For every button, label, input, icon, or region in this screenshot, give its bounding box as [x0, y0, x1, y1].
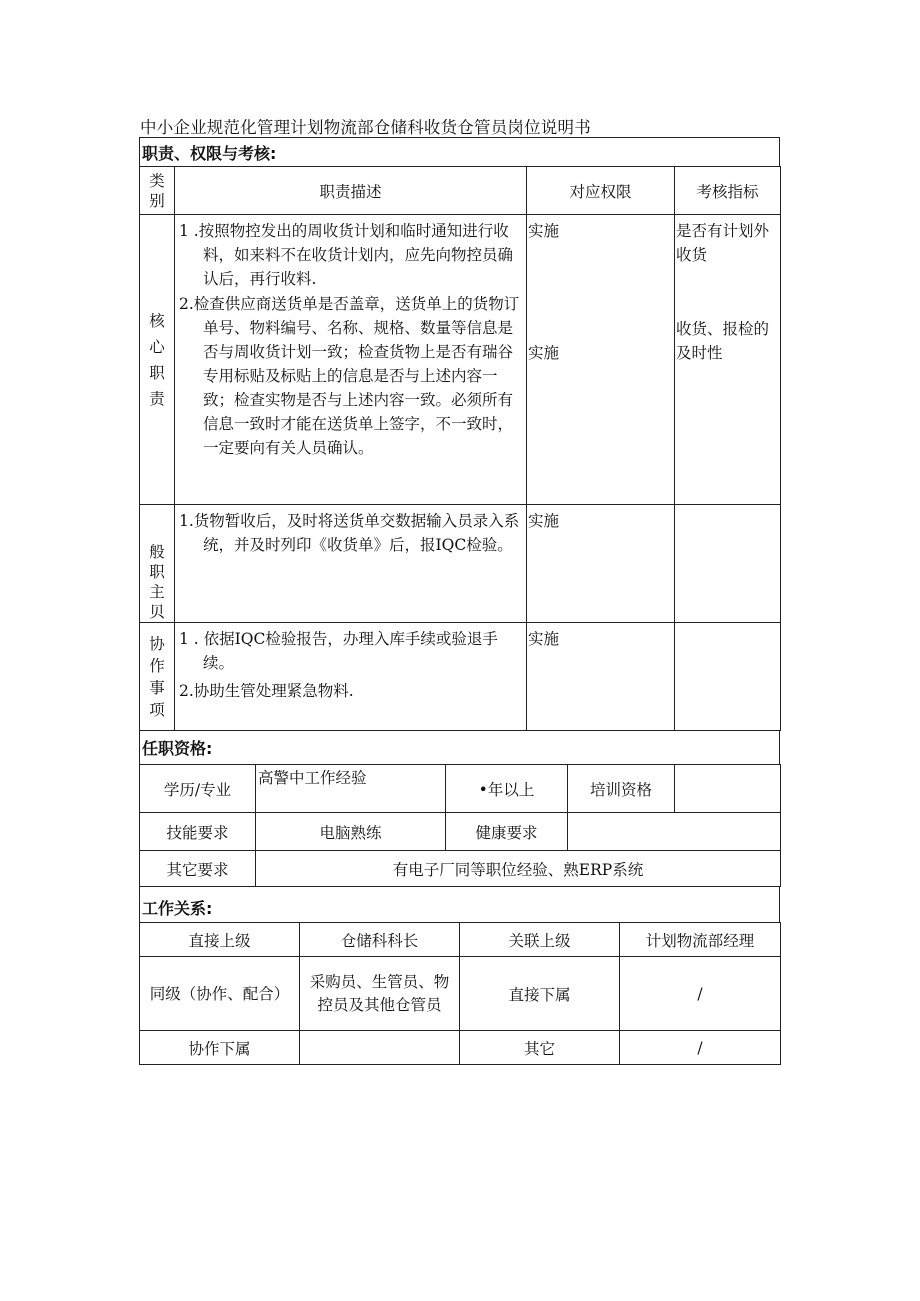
authority-value: 实施 [528, 344, 560, 362]
qualification-table [139, 764, 781, 887]
other-relation-value: / [620, 1031, 781, 1065]
duty-item: 2.检查供应商送货单是否盖章，送货单上的货物订单号、物料编号、名称、规格、数量等信息是否与周收货计划一致；检查货物上是否有瑞谷专用标贴及标贴上的信息是否与上述内容一致；检查实物是否与上述内容一致。必须所有信息一致时才能在送货单上签字，不一致时，一定要向有关人员确认。 [179, 295, 520, 457]
category-general-duties: 般职主贝 [140, 505, 175, 623]
related-superior-value: 计划物流部经理 [620, 923, 781, 957]
category-core-duties: 核心职责 [140, 215, 175, 505]
direct-subordinate-value: / [620, 957, 781, 1031]
skill-value: 电脑熟练 [256, 813, 446, 851]
related-superior-label: 关联上级 [460, 923, 620, 957]
training-label: 培训资格 [568, 765, 675, 813]
category-cooperation: 协作事项 [140, 623, 175, 731]
experience-value: •年以上 [446, 765, 568, 813]
kpi-value: 收货、报检的及时性 [676, 320, 770, 362]
peer-label: 同级（协作、配合） [140, 957, 300, 1031]
authority-value: 实施 [528, 630, 560, 648]
kpi-value: 是否有计划外收货 [676, 222, 770, 264]
education-label: 学历/专业 [140, 765, 256, 813]
direct-subordinate-label: 直接下属 [460, 957, 620, 1031]
core-duties-authority [527, 215, 675, 505]
other-label: 其它要求 [140, 851, 256, 887]
general-duties-authority [527, 505, 675, 623]
authority-value: 实施 [528, 512, 560, 530]
other-value: 有电子厂同等职位经验、熟ERP系统 [256, 851, 781, 887]
header-kpi: 考核指标 [675, 167, 781, 215]
duty-item: 1 .按照物控发出的周收货计划和临时通知进行收料，如来料不在收货计划内，应先向物控员确认后，再行收料. [179, 222, 514, 288]
qualification-heading-text: 任职资格: [142, 739, 213, 758]
relations-table [139, 922, 781, 1065]
relations-heading-text: 工作关系: [142, 899, 213, 918]
header-category: 类别 [140, 167, 175, 215]
education-value: 高警中工作经验 [256, 765, 446, 813]
authority-value: 实施 [528, 222, 560, 240]
duties-heading-text: 职责、权限与考核: [142, 144, 277, 163]
direct-superior-value: 仓储科科长 [300, 923, 460, 957]
cooperation-kpi [675, 623, 781, 731]
general-duties-kpi [675, 505, 781, 623]
cooperation-authority [527, 623, 675, 731]
duty-item: 2.协助生管处理紧急物料. [179, 682, 354, 700]
document-title: 中小企业规范化管理计划物流部仓储科收货仓管员岗位说明书 [140, 118, 591, 137]
other-relation-label: 其它 [460, 1031, 620, 1065]
core-duties-description [175, 215, 527, 505]
skill-label: 技能要求 [140, 813, 256, 851]
peer-value: 采购员、生管员、物控员及其他仓管员 [300, 957, 460, 1031]
core-duties-kpi [675, 215, 781, 505]
duty-item: 1.货物暂收后，及时将送货单交数据输入员录入系统，并及时列印《收货单》后，报IQC检验。 [179, 512, 520, 554]
training-value [675, 765, 781, 813]
header-authority: 对应权限 [527, 167, 675, 215]
relations-section-heading [139, 886, 780, 922]
direct-superior-label: 直接上级 [140, 923, 300, 957]
duties-section-heading [139, 137, 780, 166]
health-label: 健康要求 [446, 813, 568, 851]
qualification-section-heading [139, 730, 780, 764]
cooperation-description [175, 623, 527, 731]
cooperating-subordinate-label: 协作下属 [140, 1031, 300, 1065]
duties-table [139, 166, 781, 731]
cooperating-subordinate-value [300, 1031, 460, 1065]
duty-item: 1 . 依据IQC检验报告，办理入库手续或验退手续。 [179, 630, 498, 672]
health-value [568, 813, 781, 851]
header-description: 职责描述 [175, 167, 527, 215]
general-duties-description [175, 505, 527, 623]
